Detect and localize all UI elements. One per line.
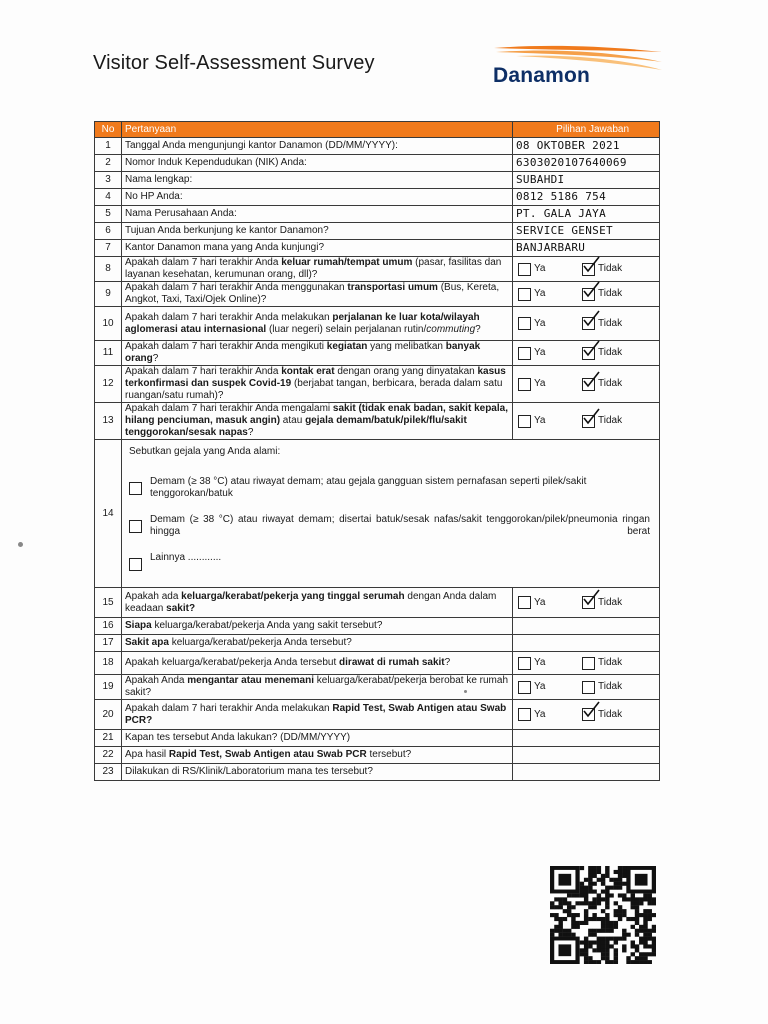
option-tidak-label: Tidak — [598, 378, 623, 389]
option-tidak[interactable] — [582, 347, 622, 360]
question-cell: Kantor Danamon mana yang Anda kunjungi? — [122, 240, 513, 257]
tidak-checkbox[interactable] — [582, 317, 595, 330]
yes-no-choice — [516, 347, 656, 360]
checkmark-icon — [583, 340, 601, 358]
answer-cell — [513, 403, 660, 440]
yes-no-choice — [516, 681, 656, 694]
question-text: keluarga/kerabat/pekerja Anda yang sakit tersebut? — [151, 620, 383, 631]
row-number: 22 — [95, 747, 122, 764]
answer-cell — [513, 155, 660, 172]
symptom-checkbox[interactable] — [129, 482, 142, 495]
row-number: 11 — [95, 341, 122, 366]
row-number: 4 — [95, 189, 122, 206]
row-number: 23 — [95, 764, 122, 781]
option-tidak[interactable] — [582, 317, 622, 330]
answer-cell — [513, 240, 660, 257]
option-tidak-label: Tidak — [598, 708, 623, 720]
question-text: (luar negeri) selain perjalanan rutin/ — [266, 323, 427, 335]
question-cell — [122, 700, 513, 730]
table-row — [95, 747, 660, 764]
row-number: 20 — [95, 700, 122, 730]
table-row — [95, 366, 660, 403]
yes-no-choice — [516, 288, 656, 301]
answer-cell — [513, 341, 660, 366]
option-tidak[interactable] — [582, 378, 622, 391]
question-text: Apakah dalam 7 hari terakhir Anda menggunakan — [125, 282, 348, 293]
yes-no-choice — [516, 263, 656, 276]
row-number: 10 — [95, 307, 122, 341]
question-cell — [122, 764, 513, 781]
symptom-text: Demam (≥ 38 °C) atau riwayat demam; atau gejala gangguan sistem pernafasan seperti pilek/sakit tenggorokan/batuk — [150, 476, 587, 499]
table-row — [95, 403, 660, 440]
question-cell — [122, 257, 513, 282]
ya-checkbox[interactable] — [518, 347, 531, 360]
answer-cell — [513, 747, 660, 764]
ya-checkbox[interactable] — [518, 596, 531, 609]
tidak-checkbox[interactable] — [582, 288, 595, 301]
table-row — [95, 700, 660, 730]
checkmark-icon — [583, 256, 601, 274]
option-tidak[interactable] — [582, 708, 622, 721]
question-bold: sakit? — [166, 602, 196, 614]
question-text: tersebut? — [366, 749, 412, 760]
row-number: 3 — [95, 172, 122, 189]
yes-no-choice — [516, 657, 656, 670]
question-cell: Tanggal Anda mengunjungi kantor Danamon (DD/MM/YYYY): — [122, 138, 513, 155]
handwritten-answer[interactable]: SUBAHDI — [516, 172, 565, 186]
table-row — [95, 675, 660, 700]
question-text: (Bus, Kereta, Angkot, Taxi, Taxi/Ojek Online)? — [125, 282, 500, 305]
column-header-answer: Pilihan Jawaban — [513, 122, 660, 138]
question-cell: Nomor Induk Kependudukan (NIK) Anda: — [122, 155, 513, 172]
row-number: 5 — [95, 206, 122, 223]
question-text: (berjabat tangan, berbicara, berada dalam satu ruangan/satu rumah)? — [125, 378, 503, 401]
scan-speck — [18, 542, 23, 547]
option-ya[interactable] — [516, 596, 582, 609]
option-tidak[interactable] — [582, 681, 622, 694]
symptom-checkbox[interactable] — [129, 520, 142, 533]
yes-no-choice — [516, 596, 656, 609]
checkmark-icon — [583, 310, 601, 328]
tidak-checkbox[interactable] — [582, 708, 595, 721]
row-number: 14 — [95, 440, 122, 588]
question-cell — [122, 366, 513, 403]
checkmark-icon — [583, 408, 601, 426]
question-text: keluarga/kerabat/pekerja berobat ke rumah sakit? — [125, 675, 509, 698]
question-bold: gejala demam/batuk/pilek/flu/sakit tenggorokan/sesak napas — [125, 415, 467, 438]
answer-cell — [513, 282, 660, 307]
option-tidak[interactable] — [582, 415, 622, 428]
table-row — [95, 257, 660, 282]
ya-checkbox[interactable] — [518, 657, 531, 670]
answer-cell — [513, 366, 660, 403]
table-row — [95, 307, 660, 341]
question-cell — [122, 307, 513, 341]
question-text: (pasar, fasilitas dan layanan kesehatan, kerumunan orang, dll)? — [125, 257, 502, 280]
row-number: 16 — [95, 618, 122, 635]
table-header-row — [95, 122, 660, 138]
answer-cell — [513, 138, 660, 155]
question-text: Apa hasil — [125, 749, 169, 760]
answer-cell — [513, 223, 660, 240]
question-text: yang melibatkan — [367, 341, 446, 352]
row-number: 19 — [95, 675, 122, 700]
question-bold: Sakit apa — [125, 637, 169, 648]
handwritten-answer[interactable]: BANJARBARU — [516, 240, 586, 254]
question-cell — [122, 730, 513, 747]
question-text: ? — [475, 323, 481, 335]
option-tidak-label: Tidak — [598, 263, 623, 274]
answer-cell — [513, 700, 660, 730]
table-row — [95, 635, 660, 652]
question-cell — [122, 618, 513, 635]
row-number: 18 — [95, 652, 122, 675]
ya-checkbox[interactable] — [518, 378, 531, 391]
ya-checkbox[interactable] — [518, 317, 531, 330]
danamon-logo-text: Danamon — [493, 64, 591, 87]
row-number: 17 — [95, 635, 122, 652]
answer-cell — [513, 730, 660, 747]
question-cell — [122, 282, 513, 307]
question-bold: Rapid Test, Swab Antigen atau Swab PCR? — [125, 702, 507, 726]
question-bold: perjalanan ke luar kota/wilayah aglomerasi atau internasional — [125, 311, 480, 335]
handwritten-answer[interactable]: SERVICE GENSET — [516, 223, 613, 237]
row-number: 1 — [95, 138, 122, 155]
symptom-list — [125, 440, 656, 579]
question-bold: keluarga/kerabat/pekerja yang tinggal serumah — [181, 590, 405, 602]
question-cell — [122, 341, 513, 366]
option-ya[interactable] — [516, 415, 582, 428]
option-ya-label: Ya — [534, 288, 546, 299]
question-bold: mengantar atau menemani — [187, 675, 314, 686]
question-bold: kegiatan — [326, 341, 368, 352]
row-number: 7 — [95, 240, 122, 257]
question-cell — [122, 440, 660, 588]
checkmark-icon — [583, 589, 601, 607]
ya-checkbox[interactable] — [518, 263, 531, 276]
question-text: Apakah dalam 7 hari terakhir Anda mengikuti — [125, 341, 327, 352]
scan-speck — [464, 690, 467, 693]
table-row — [95, 240, 660, 257]
question-text: Apakah dalam 7 hari terakhir Anda mengalami — [125, 403, 333, 414]
symptom-option[interactable] — [129, 552, 650, 571]
option-tidak[interactable] — [582, 657, 622, 670]
question-bold: kasus terkonfirmasi dan suspek Covid-19 — [125, 366, 506, 389]
option-tidak-label: Tidak — [598, 681, 623, 692]
tidak-checkbox[interactable] — [582, 347, 595, 360]
question-text: Kapan tes tersebut Anda lakukan? (DD/MM/YYYY) — [125, 732, 351, 743]
ya-checkbox[interactable] — [518, 288, 531, 301]
question-cell — [122, 635, 513, 652]
question-text: ? — [152, 353, 159, 364]
table-row — [95, 764, 660, 781]
question-text: Apakah keluarga/kerabat/pekerja Anda tersebut — [125, 657, 340, 668]
option-ya-label: Ya — [534, 378, 546, 389]
ya-checkbox[interactable] — [518, 708, 531, 721]
question-bold: Rapid Test, Swab Antigen atau Swab PCR — [168, 749, 367, 760]
option-tidak[interactable] — [582, 596, 622, 609]
table-row — [95, 206, 660, 223]
question-text: dengan orang yang dinyatakan — [334, 366, 478, 377]
question-cell: No HP Anda: — [122, 189, 513, 206]
yes-no-choice — [516, 317, 656, 330]
symptom-text: Demam (≥ 38 °C) atau riwayat demam; disertai batuk/sesak nafas/sakit tenggorokan/pilek/pneumonia ringan hingga berat — [150, 514, 650, 537]
ya-checkbox[interactable] — [518, 415, 531, 428]
checkmark-icon — [583, 701, 601, 719]
question-cell: Nama lengkap: — [122, 172, 513, 189]
table-row — [95, 223, 660, 240]
question-text: ? — [247, 427, 254, 438]
question-bold: keluar rumah/tempat umum — [281, 257, 413, 268]
option-ya-label: Ya — [534, 317, 546, 329]
symptom-option[interactable] — [129, 476, 650, 500]
question-cell — [122, 403, 513, 440]
question-text: atau — [280, 415, 306, 426]
row-number: 13 — [95, 403, 122, 440]
option-tidak-label: Tidak — [598, 347, 623, 358]
option-ya-label: Ya — [534, 681, 546, 692]
table-row — [95, 189, 660, 206]
question-text: Apakah Anda — [125, 675, 188, 686]
option-ya[interactable] — [516, 263, 582, 276]
question-cell — [122, 747, 513, 764]
option-ya-label: Ya — [534, 263, 546, 274]
question-text: Dilakukan di RS/Klinik/Laboratorium mana tes tersebut? — [125, 766, 373, 777]
handwritten-answer[interactable]: PT. GALA JAYA — [516, 206, 606, 220]
option-ya[interactable] — [516, 681, 582, 694]
option-ya[interactable] — [516, 708, 582, 721]
question-text: dengan Anda dalam keadaan — [125, 590, 497, 614]
handwritten-answer[interactable]: 6303020107640069 — [516, 155, 627, 169]
table-row — [95, 440, 660, 588]
table-row — [95, 618, 660, 635]
tidak-checkbox[interactable] — [582, 681, 595, 694]
option-ya-label: Ya — [534, 708, 546, 720]
option-tidak-label: Tidak — [598, 657, 623, 668]
answer-cell — [513, 189, 660, 206]
option-ya[interactable] — [516, 288, 582, 301]
row-number: 12 — [95, 366, 122, 403]
symptom-text: Lainnya ............ — [150, 552, 222, 563]
yes-no-choice — [516, 708, 656, 721]
option-ya-label: Ya — [534, 415, 546, 426]
option-tidak-label: Tidak — [598, 596, 623, 608]
answer-cell — [513, 675, 660, 700]
table-row — [95, 155, 660, 172]
question-cell: Nama Perusahaan Anda: — [122, 206, 513, 223]
row-number: 15 — [95, 588, 122, 618]
question-cell — [122, 588, 513, 618]
question-bold: Siapa — [125, 620, 152, 631]
question-cell — [122, 675, 513, 700]
question-text: Apakah dalam 7 hari terakhir Anda melakukan — [125, 702, 333, 714]
survey-table — [94, 121, 660, 781]
answer-cell — [513, 588, 660, 618]
column-header-question: Pertanyaan — [122, 122, 513, 138]
qr-code — [550, 866, 656, 964]
option-ya[interactable] — [516, 378, 582, 391]
option-tidak-label: Tidak — [598, 288, 623, 299]
symptom-checkbox[interactable] — [129, 558, 142, 571]
row-number: 21 — [95, 730, 122, 747]
checkmark-icon — [583, 281, 601, 299]
table-row — [95, 138, 660, 155]
row-number: 8 — [95, 257, 122, 282]
page-title: Visitor Self-Assessment Survey — [93, 52, 375, 74]
option-tidak-label: Tidak — [598, 415, 623, 426]
tidak-checkbox[interactable] — [582, 596, 595, 609]
question-bold: dirawat di rumah sakit — [339, 657, 445, 668]
question-text: ? — [444, 657, 451, 668]
ya-checkbox[interactable] — [518, 681, 531, 694]
table-row — [95, 588, 660, 618]
answer-cell — [513, 618, 660, 635]
question-text: keluarga/kerabat/pekerja Anda tersebut? — [168, 637, 352, 648]
table-row — [95, 282, 660, 307]
option-ya-label: Ya — [534, 657, 546, 668]
answer-cell — [513, 764, 660, 781]
table-row — [95, 730, 660, 747]
option-tidak-label: Tidak — [598, 317, 623, 329]
question-text: Apakah dalam 7 hari terakhir Anda melakukan — [125, 311, 333, 323]
question-bold: transportasi umum — [347, 282, 438, 293]
tidak-checkbox[interactable] — [582, 415, 595, 428]
table-row — [95, 652, 660, 675]
question-text: Apakah dalam 7 hari terakhir Anda — [125, 366, 282, 377]
answer-cell — [513, 257, 660, 282]
question-italic: commuting — [426, 323, 476, 335]
checkmark-icon — [583, 371, 601, 389]
answer-cell — [513, 307, 660, 341]
yes-no-choice — [516, 378, 656, 391]
answer-cell — [513, 172, 660, 189]
option-tidak[interactable] — [582, 263, 622, 276]
tidak-checkbox[interactable] — [582, 263, 595, 276]
option-ya[interactable] — [516, 657, 582, 670]
question-bold: kontak erat — [281, 366, 335, 377]
answer-cell — [513, 635, 660, 652]
answer-cell — [513, 652, 660, 675]
question-text: Apakah ada — [125, 590, 182, 602]
option-ya-label: Ya — [534, 596, 546, 608]
symptom-option[interactable] — [129, 514, 650, 538]
row-number: 9 — [95, 282, 122, 307]
row-number: 6 — [95, 223, 122, 240]
option-ya-label: Ya — [534, 347, 546, 358]
option-tidak[interactable] — [582, 288, 622, 301]
table-row — [95, 341, 660, 366]
question-bold: banyak orang — [125, 341, 481, 364]
row-number: 2 — [95, 155, 122, 172]
yes-no-choice — [516, 415, 656, 428]
tidak-checkbox[interactable] — [582, 378, 595, 391]
question-cell: Tujuan Anda berkunjung ke kantor Danamon? — [122, 223, 513, 240]
answer-cell — [513, 206, 660, 223]
handwritten-answer[interactable]: 08 OKTOBER 2021 — [516, 138, 620, 152]
question-bold: sakit (tidak enak badan, sakit kepala, hilang penciuman, masuk angin) — [125, 403, 508, 426]
symptom-intro: Sebutkan gejala yang Anda alami: — [129, 446, 281, 457]
tidak-checkbox[interactable] — [582, 657, 595, 670]
option-ya[interactable] — [516, 317, 582, 330]
column-header-no: No — [95, 122, 122, 138]
question-text: Apakah dalam 7 hari terakhir Anda — [125, 257, 282, 268]
question-cell — [122, 652, 513, 675]
table-row — [95, 172, 660, 189]
handwritten-answer[interactable]: 0812 5186 754 — [516, 189, 606, 203]
option-ya[interactable] — [516, 347, 582, 360]
